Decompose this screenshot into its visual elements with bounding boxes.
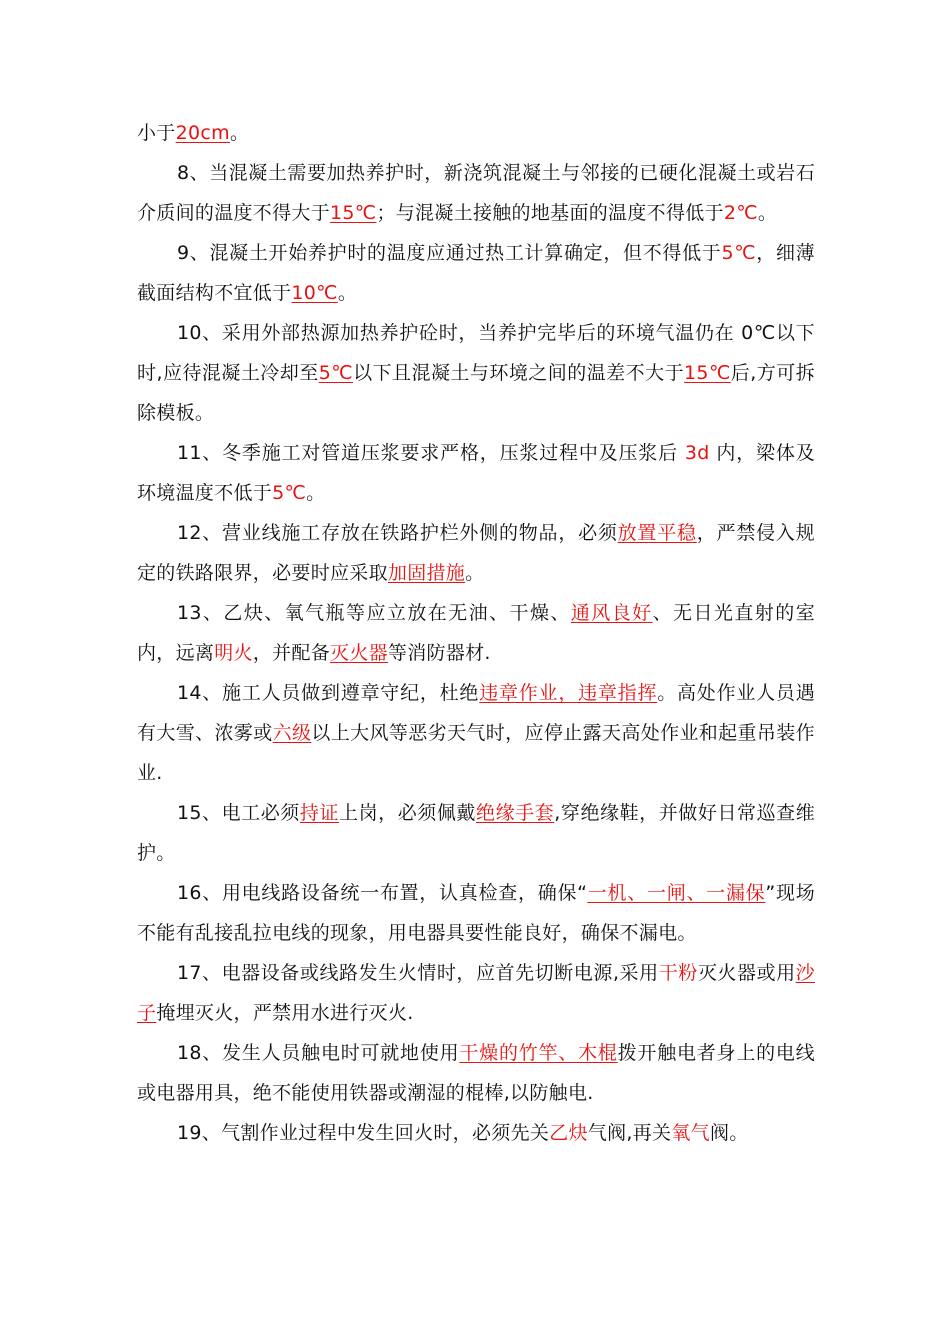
text-segment: 阀。 [709, 1122, 749, 1144]
text-segment: ；与混凝土接触的地基面的温度不得低于 [376, 202, 724, 224]
highlighted-answer: 六级 [272, 722, 312, 744]
highlighted-answer: 氧气 [671, 1122, 710, 1144]
text-segment: 。 [229, 122, 250, 144]
highlighted-answer: 持证 [299, 802, 340, 824]
text-segment: 16、用电线路设备统一布置，认真检查，确保“ [177, 882, 588, 904]
text-segment: 拨开触电者身上的电线或电器用具，绝不能使用铁器或潮湿的棍棒,以防触电. [137, 1042, 815, 1104]
text-segment: 18、发生人员触电时可就地使用 [177, 1042, 460, 1064]
text-segment: 上岗，必须佩戴 [339, 802, 477, 824]
text-segment: 9、混凝土开始养护时的温度应通过热工计算确定，但不得低于 [177, 242, 722, 264]
text-segment: 后,方可拆除模板。 [137, 362, 816, 424]
highlighted-answer: 明火 [214, 642, 253, 664]
paragraph-item-15 [137, 793, 815, 873]
text-segment: 。 [465, 562, 485, 584]
text-segment: 。 [337, 282, 358, 304]
paragraph-continuation [137, 113, 815, 153]
paragraph-item-16 [137, 873, 815, 953]
text-segment: 以下且混凝土与环境之间的温差不大于 [353, 362, 685, 384]
text-segment: 13、乙炔、氧气瓶等应立放在无油、干燥、 [177, 602, 571, 624]
text-segment: 11、冬季施工对管道压浆要求严格，压浆过程中及压浆后 [177, 442, 685, 464]
text-segment: 15、电工必须 [177, 802, 300, 824]
text-segment: 10、采用外部热源加热养护砼时，当养护完毕后的环境气温仍在 0℃以下时,应待混凝土冷却至 [137, 322, 815, 384]
paragraph-item-10 [137, 313, 815, 433]
document-body [137, 113, 815, 1153]
paragraph-item-19 [137, 1113, 815, 1153]
text-segment: 、无日光直射的室内，远离 [137, 602, 815, 664]
text-segment: 。 [757, 202, 778, 224]
text-segment: 灭火器或用 [697, 962, 796, 984]
paragraph-item-14 [137, 673, 815, 793]
text-segment: 17、电器设备或线路发生火情时，应首先切断电源,采用 [177, 962, 659, 984]
highlighted-answer: 绝缘手套 [476, 802, 555, 824]
text-segment: 等消防器材. [387, 642, 491, 664]
text-segment: 小于 [137, 122, 176, 144]
text-segment: 19、气割作业过程中发生回火时，必须先关 [177, 1122, 550, 1144]
highlighted-answer: 5℃ [318, 362, 354, 384]
paragraph-item-9 [137, 233, 815, 313]
text-segment: 。 [306, 482, 326, 504]
text-segment: 。高处作业人员遇有大雪、浓雾或 [137, 682, 816, 744]
text-segment: 12、营业线施工存放在铁路护栏外侧的物品，必须 [177, 522, 618, 544]
highlighted-answer: 一机、一闸、一漏保 [587, 882, 766, 904]
highlighted-answer: 沙子 [137, 962, 815, 1024]
highlighted-answer: 加固措施 [387, 562, 466, 584]
highlighted-answer: 灭火器 [330, 642, 388, 664]
text-segment: ，细薄截面结构不宜低于 [137, 242, 815, 304]
highlighted-answer: 干粉 [658, 962, 698, 984]
highlighted-answer: 乙炔 [549, 1122, 588, 1144]
highlighted-answer: 干燥的竹竿、木棍 [459, 1042, 618, 1064]
paragraph-item-17 [137, 953, 815, 1033]
highlighted-answer: 10℃ [291, 282, 338, 304]
highlighted-answer: 15℃ [684, 362, 731, 384]
text-segment: 内，梁体及环境温度不低于 [137, 442, 815, 504]
text-segment: 气阀,再关 [587, 1122, 672, 1144]
highlighted-answer: 通风良好 [570, 602, 653, 624]
text-segment: ”现场不能有乱接乱拉电线的现象，用电器具要性能良好，确保不漏电。 [137, 882, 816, 944]
highlighted-answer: 放置平稳 [617, 522, 697, 544]
highlighted-answer: 5℃ [721, 242, 757, 264]
text-segment: ,穿绝缘鞋，并做好日常巡查维护。 [137, 802, 816, 864]
highlighted-answer: 2℃ [723, 202, 758, 224]
highlighted-answer: 违章作业，违章指挥 [479, 682, 658, 704]
paragraph-item-13 [137, 593, 815, 673]
highlighted-answer: 15℃ [330, 202, 377, 224]
highlighted-answer: 5℃ [272, 482, 307, 504]
paragraph-item-18 [137, 1033, 815, 1113]
highlighted-answer: 3d [684, 442, 710, 464]
text-segment: 14、施工人员做到遵章守纪，杜绝 [177, 682, 480, 704]
text-segment: ，严禁侵入规定的铁路限界，必要时应采取 [137, 522, 815, 584]
paragraph-item-8 [137, 153, 815, 233]
paragraph-item-12 [137, 513, 815, 593]
text-segment: 以上大风等恶劣天气时，应停止露天高处作业和起重吊装作业. [137, 722, 815, 784]
text-segment: 掩埋灭火，严禁用水进行灭火. [156, 1002, 414, 1024]
text-segment: ，并配备 [252, 642, 331, 664]
paragraph-item-11 [137, 433, 815, 513]
text-segment: 8、当混凝土需要加热养护时，新浇筑混凝土与邻接的已硬化混凝土或岩石介质间的温度不得大于 [137, 162, 815, 224]
highlighted-answer: 20cm [175, 122, 230, 144]
